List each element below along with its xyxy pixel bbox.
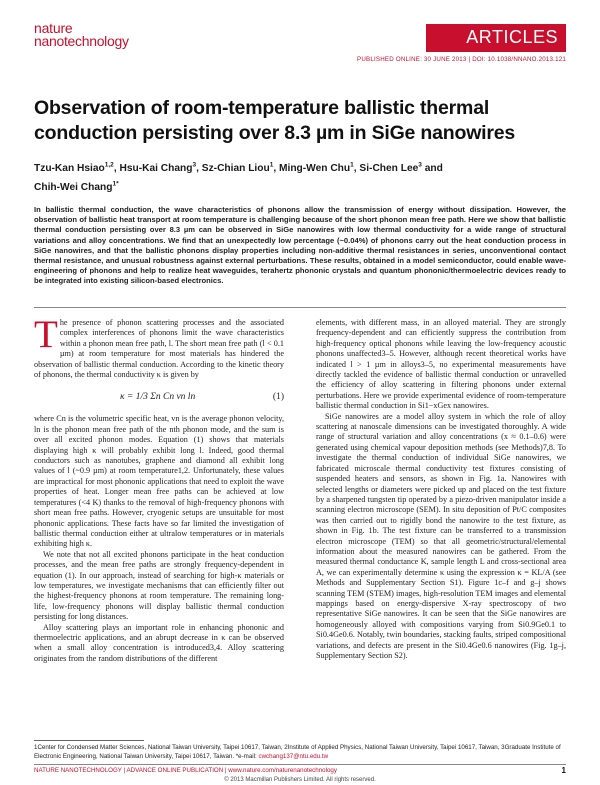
journal-logo xyxy=(34,22,129,48)
author-name: Sz-Chian Liou xyxy=(201,163,270,175)
author xyxy=(34,163,119,174)
footnote-divider xyxy=(34,740,144,741)
divider xyxy=(34,307,566,308)
author-name: Si-Chen Lee xyxy=(359,163,419,175)
affiliations-footnote xyxy=(34,744,566,761)
author-affiliation: 1 xyxy=(269,162,274,169)
author-affiliation: 1 xyxy=(350,162,354,169)
author-separator: , xyxy=(113,163,120,175)
section-label: ARTICLES xyxy=(466,27,558,47)
footer-divider xyxy=(34,764,566,765)
publication-info: PUBLISHED ONLINE: 30 JUNE 2013 | DOI: 10.1038/NNANO.2013.121 xyxy=(357,56,566,63)
section-banner xyxy=(426,24,566,52)
paragraph: Alloy scattering plays an important role in enhancing phononic and thermoelectric applications, and an abrupt decrease in κ can be observed when a small alloy concentration is introduced3,4. Alloy scattering originates from the random distributions of the different xyxy=(34,622,284,663)
author-separator: , xyxy=(196,163,202,175)
journal-name-line1: nature xyxy=(34,20,73,36)
drop-cap: T xyxy=(34,313,58,356)
body-column-right xyxy=(316,318,566,661)
author-name: Tzu-Kan Hsiao xyxy=(34,163,105,175)
author xyxy=(279,163,359,174)
paragraph-text: he presence of phonon scattering processes and the associated complex interferences of phonons limit the wave characteristics within a phonon mean free path, l. The short mean free path (l < 0.1 µm) at room temperature for most materials has hindered the observation of ballistic thermal conduction. According to the kinetic theory of phonons, the thermal conductivity κ is given by xyxy=(34,318,284,380)
author-separator: and xyxy=(421,163,443,175)
copyright-notice: © 2013 Macmillan Publishers Limited. All rights reserved. xyxy=(224,777,376,783)
abstract: In ballistic thermal conduction, the wave characteristics of phonons allow the transmission of energy without dissipation. However, the observation of ballistic heat transport at room temperature is challenging because of the short phonon mean free path. Here we show that ballistic thermal conduction persisting over 8.3 µm can be observed in SiGe nanowires with low thermal conductivity for a wide range of structural variations and alloy concentrations. We find that an unexpectedly low percentage (~0.04%) of phonons carry out the heat conduction process in SiGe nanowires, and that the ballistic phonons display properties including non-additive thermal resistances in series, unconventional contact thermal resistance, and unusual robustness against external perturbations. These results, obtained in a model semiconductor, could enable wave-engineering of phonons and help to realize heat waveguides, terahertz phononic crystals and quantum phononic/thermoelectric devices ready to be integrated into existing silicon-based electronics. xyxy=(34,205,566,286)
author xyxy=(359,163,442,174)
author-separator: , xyxy=(353,163,360,175)
author-affiliation: 3 xyxy=(192,162,197,169)
author-list xyxy=(34,158,566,195)
paragraph: elements, with different mass, in an alloyed material. They are strongly frequency-dependent and can efficiently suppress the contribution from high-frequency optical phonons while leaving the low-frequency acoustic phonons unaffected3–5. However, although recent theoretical works have indicated l > 1 µm in alloys3–5, no experimental measurements have directly tackled the evidence of ballistic thermal conduction or unravelled the efficiency of alloy scattering in filtering phonons under external perturbations. Here we provide experimental evidence of room-temperature ballistic thermal conduction in Si1−xGex nanowires. xyxy=(316,318,566,411)
author xyxy=(202,163,279,174)
author xyxy=(34,182,119,193)
author-affiliation: 1* xyxy=(112,180,119,188)
equation xyxy=(34,386,284,408)
author-affiliation: 3 xyxy=(418,162,422,169)
paragraph: SiGe nanowires are a model alloy system in which the role of alloy scattering at nanoscale dimensions can be investigated thoroughly. A wide range of structural variation and alloy concentrations (x ≈ 0.1–0.6) were generated using chemical vapour deposition methods (see Methods)7,8. To investigate the thermal conduction of individual SiGe nanowires, we fabricated microscale thermal conductivity test fixtures consisting of suspended heaters and sensors, as shown in Fig. 1a. Nanowires with selected lengths or diameters were picked up and placed on the test fixture by a sharpened tungsten tip operated by a piezo-driven manipulator inside a scanning electron microscope (SEM). In situ deposition of Pt/C composites was then carried out to rigidly bond the nanowire to the test fixture, as shown in Fig. 1b. The test fixture can be transferred to a transmission electron microscope (TEM) so that all geometric/structural/elemental information about the measured nanowires can be gathered. From the measured thermal conductance K, sample length L and cross-sectional area A, we can experimentally determine κ using the expression κ = KL/A (see Methods and Supplementary Section S1). Figure 1c–f and g–j shows scanning TEM (STEM) images, high-resolution TEM images and elemental mappings based on energy-dispersive X-ray spectroscopy of two representative SiGe nanowires. It can be seen that the SiGe nanowires are homogeneously alloyed with compositions varying from Si0.9Ge0.1 to Si0.4Ge0.6. Notably, twin boundaries, stacking faults, striped compositional variations, and defects are present in the Si0.4Ge0.6 nanowires (Fig. 1g–j, Supplementary Section S2). xyxy=(316,411,566,660)
page-number: 1 xyxy=(561,766,566,775)
paragraph: where Cn is the volumetric specific heat, vn is the average phonon velocity, ln is the phonon mean free path of the nth phonon mode, and the sum is over all excited phonon modes. Equation (1) shows that materials displaying high κ will probably exhibit long l. Indeed, good thermal conductors such as nanotubes, graphene and diamond all exhibit long values of l (~0.9 µm) at room temperature1,2. Unfortunately, these values are impractical for most phononic applications that need to exploit the wave properties of heat. Longer mean free paths can be achieved at low temperatures (<4 K) thanks to the removal of high-frequency phonons with short mean free paths. However, cryogenic setups are unsuitable for most phononic applications. These facts have so far limited the investigation of ballistic thermal conduction either at ultralow temperatures or in materials exhibiting high κ. xyxy=(34,414,284,549)
paragraph xyxy=(34,313,284,380)
journal-name-line2: nanotechnology xyxy=(34,33,129,49)
paragraph: We note that not all excited phonons participate in the heat conduction processes, and the mean free paths are strongly frequency-dependent in equation (1). In our approach, instead of searching for high-κ materials or low temperatures, we investigate mechanisms that can efficiently filter out the highest-frequency phonons at room temperature. The remaining long-life, low-frequency phonons will display ballistic thermal conduction persisting for long distances. xyxy=(34,549,284,622)
affiliations-text: 1Center for Condensed Matter Sciences, National Taiwan University, Taipei 10617, Taiwan, 2Institute of Applied Physics, National Taiwan University, Taipei 10617, Taiwan, 3Graduate Institute of Electronic Engineering, National Taiwan University, Taipei 10617, Taiwan. *e-mail: xyxy=(34,744,561,760)
email-link[interactable]: cwchang137@ntu.edu.tw xyxy=(258,752,329,760)
equation-body: κ = 1/3 Σn Cn vn ln xyxy=(120,392,196,403)
author-name: Chih-Wei Chang xyxy=(34,181,113,193)
article-title: Observation of room-temperature ballistic thermal conduction persisting over 8.3 µm in SiGe nanowires xyxy=(34,97,516,144)
author xyxy=(119,163,201,174)
author-name: Hsu-Kai Chang xyxy=(119,163,193,175)
author-separator: , xyxy=(273,163,280,175)
author-name: Ming-Wen Chu xyxy=(279,163,351,175)
body-column-left xyxy=(34,313,284,664)
footer-journal-info: NATURE NANOTECHNOLOGY | ADVANCE ONLINE PUBLICATION | www.nature.com/naturenanotechnology xyxy=(34,767,337,774)
author-affiliation: 1,2 xyxy=(104,162,114,169)
footer xyxy=(34,767,566,774)
equation-number: (1) xyxy=(272,392,284,403)
